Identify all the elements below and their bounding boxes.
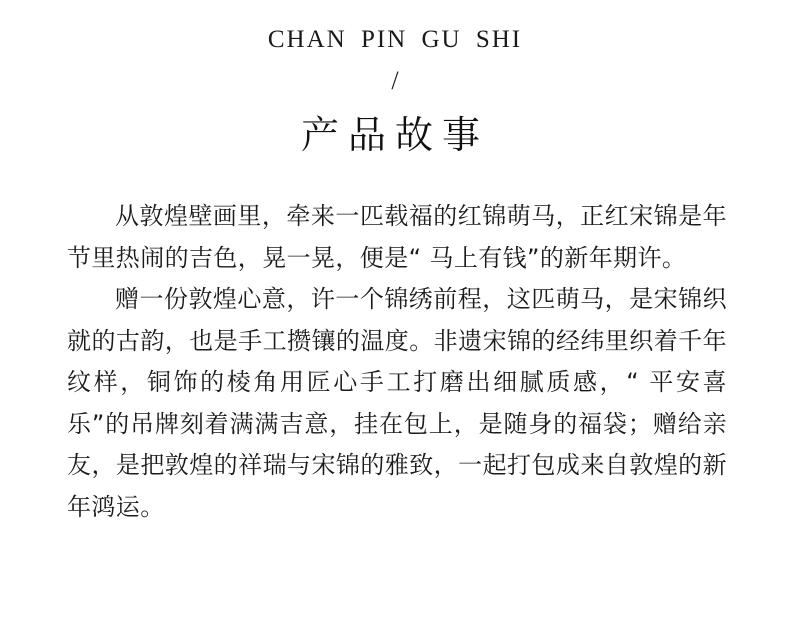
- slash-divider: /: [391, 66, 399, 95]
- page-title: 产品故事: [300, 113, 489, 157]
- pinyin-subtitle: CHAN PIN GU SHI: [267, 26, 523, 53]
- story-paragraph-1: 从敦煌壁画里，牵来一匹载福的红锦萌马，正红宋锦是年节里热闹的吉色，晃一晃，便是“ 马上有钱”的新年期许。: [67, 202, 727, 272]
- story-paragraph-2: 赠一份敦煌心意，许一个锦绣前程，这匹萌马，是宋锦织就的古韵，也是手工攒镶的温度。非遗宋锦的经纬里织着千年纹样，铜饰的棱角用匠心手工打磨出细腻质感，“ 平安喜乐”的吊牌刻着满满吉意，挂在包上，是随身的福袋；赠给亲友，是把敦煌的祥瑞与宋锦的雅致，一起打包成来自敦煌的新年鸿运。: [67, 285, 727, 521]
- story-body: [67, 196, 727, 528]
